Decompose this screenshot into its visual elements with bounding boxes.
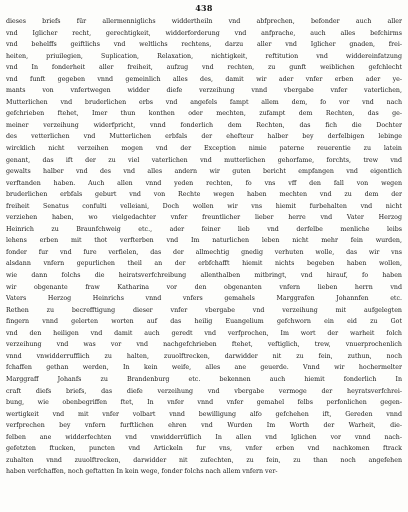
- text-line: lehens erben mit thot verfterben vnd Im naturlichen leben nicht mehr fein wurden,: [6, 237, 402, 245]
- text-line: vnd behelffs geiftlichs vnd weltlichs rechtens, darzu aller vnd Iglicher gnaden, frei-: [6, 41, 402, 49]
- body-text: [6, 16, 402, 478]
- text-line: zuhalten vnnd zuuolftrecken, darwidder nit zufechten, zu fein, zu than noch angefehen: [6, 456, 402, 464]
- text-line: haben verfchaffen, noch geftatten In kein wege, fonder folchs nach allem vnfern ver-: [6, 468, 278, 476]
- text-line: vnnd vnwidderrufflich zu halten, zuuolftrecken, darwidder nit zu fein, zuthun, noch: [6, 352, 402, 360]
- text-line: vnd funft gegeben vnnd gemeinlich alles des, damit wir ader vnfer erben ader ye-: [6, 75, 402, 83]
- text-line: vnd In fonderheit aller freiheit, aufzug vnd rechten, zu gunft weiblichen gefchlecht: [6, 64, 402, 72]
- text-line: verftanden haben. Auch allen vnnd yeden rechten, fo vns vff den fall von wegen: [6, 179, 402, 187]
- text-line: Mutterlichen vnd bruderlichen erbs vnd angefels fampt allem dem, fo vor vnd nach: [6, 98, 402, 106]
- text-line: genant, das ift der zu viel vaterlichen vnd mutterlichen gehorfame, forchts, trew vnd: [6, 156, 402, 164]
- text-line: gefetzten ftucken, puncten vnd Artickeln fur vns, vnfer erben vnd nachkomen ftrack: [6, 445, 402, 453]
- text-line: alsdann vnfern gepurlichen theil an der erbfchafft hiemit nichts begeben haben wollen,: [6, 260, 402, 268]
- text-line: verfprechen bey vnfern furftlichen ehren vnd Wurden Im Worth der Warheit, die-: [6, 422, 402, 430]
- text-line: wie dann folchs die heiratsverfchreibung allenthalben mitbringt, vnd hirauf, fo haben: [6, 272, 402, 280]
- text-line: freiheit Senatus confulti velleiani, Doch wollen wir vns hiemit furbehalten vnd nicht: [6, 202, 402, 210]
- text-line: gewalts halber vnd des vnd alles andern wir guten bericht empfangen vnd eigentlich: [6, 168, 402, 176]
- text-line: vnd Iglicher recht, gerechtigkeit, widderforderung vnd anfprache, auch alles befchirms: [6, 29, 402, 37]
- text-line: Rethen zu becrefftigung dieser vnfer vbergabe vnd verzeihung mit aufgelegten: [6, 306, 402, 314]
- text-line: des vetterlichen vnd Mutterlichen erbfals der ehefteur halber bey derfelbigen lebinge: [6, 133, 402, 141]
- text-line: verziehen haben, wo vielgedachter vnfer freuntlicher lieber herre vnd Vater Herzog: [6, 214, 402, 222]
- text-line: craft diefs briefs, das diefe verzeihung vnd vbergabe vermoge der heyratsverfchrei-: [6, 387, 402, 395]
- text-line: Heinrich zu Braunfchweig etc., ader feiner lieb vnd derfelbe menliche leibs: [6, 225, 402, 233]
- text-line: bung, wie obenbegriffen ftet, In vnfer vnnd vnfer gemahel felbs perfonlichen gegen-: [6, 399, 402, 407]
- text-line: wircklich nicht verzeihen mogen vnd der Exception nimie paterne reuerentie zu latein: [6, 145, 402, 153]
- text-line: bruderlichen erbfals geburt vnd von Rechte wegen haben mechten vnd zu dem der: [6, 191, 402, 199]
- text-line: felben ane widderfechten vnd vnwidderrüflich In allen vnd Iglichen vor vnnd nach-: [6, 433, 402, 441]
- text-line: dieses briefs für allermenniglichs widdertheiln vnd abfprechen, befonder auch aller: [6, 18, 402, 25]
- text-line: fonder fur vnd fure verfielen, das der allmechtig gnedig verhuten wolle, das wir vns: [6, 248, 402, 256]
- text-line: wir obgenante fraw Katharina vor den obgenanten vnfern lieben herrn vnd: [6, 283, 402, 291]
- text-line: mants von vnfertwegen widder diefe verzeihung vnnd vbergabe vnfer vaterlichen,: [6, 87, 402, 95]
- text-line: wertigkeit vnd mit vnfer volbart vnnd bewilligung alfo gefchehen ift, Gereden vnnd: [6, 410, 402, 418]
- text-line: Vaters Herzog Heinrichs vnnd vnfers gemahels Marggrafen Johannfen etc.: [6, 295, 402, 303]
- text-line: meiner verzeihung widerfpricht, vnnd fonderlich dem Rechten, das fich die Dochter: [6, 121, 402, 129]
- text-line: verzeihung vnd was vor vnd nachgefchrieben ftehet, veftiglich, trew, vnuerprochenlich: [6, 341, 402, 349]
- text-line: heiten, priuilegien, Suplication, Relaxation, nichtigkeit, reftitution vnd widdereinfatzung: [6, 52, 402, 60]
- text-line: vnd den heiligen vnd damit auch geredt vnd verfprochen, Im wort der warheit folch: [6, 329, 402, 337]
- text-line: Marggraff Johanfs zu Brandenburg etc. bekennen auch hiemit fonderlich In: [6, 375, 402, 383]
- text-line: fchaffen gethan werden, In kein weife, alles ane geuerde. Vnnd wir hochermelter: [6, 364, 402, 372]
- page-number: 438: [195, 3, 213, 13]
- text-line: gefchrieben ftehet, Imer thun konthen oder mechten, zufampt dem Rechten, das ge-: [6, 110, 402, 118]
- text-line: fingern vnnd gelerten worten auf das heilig Euangelium gefchworn ein eid zu Got: [6, 318, 402, 326]
